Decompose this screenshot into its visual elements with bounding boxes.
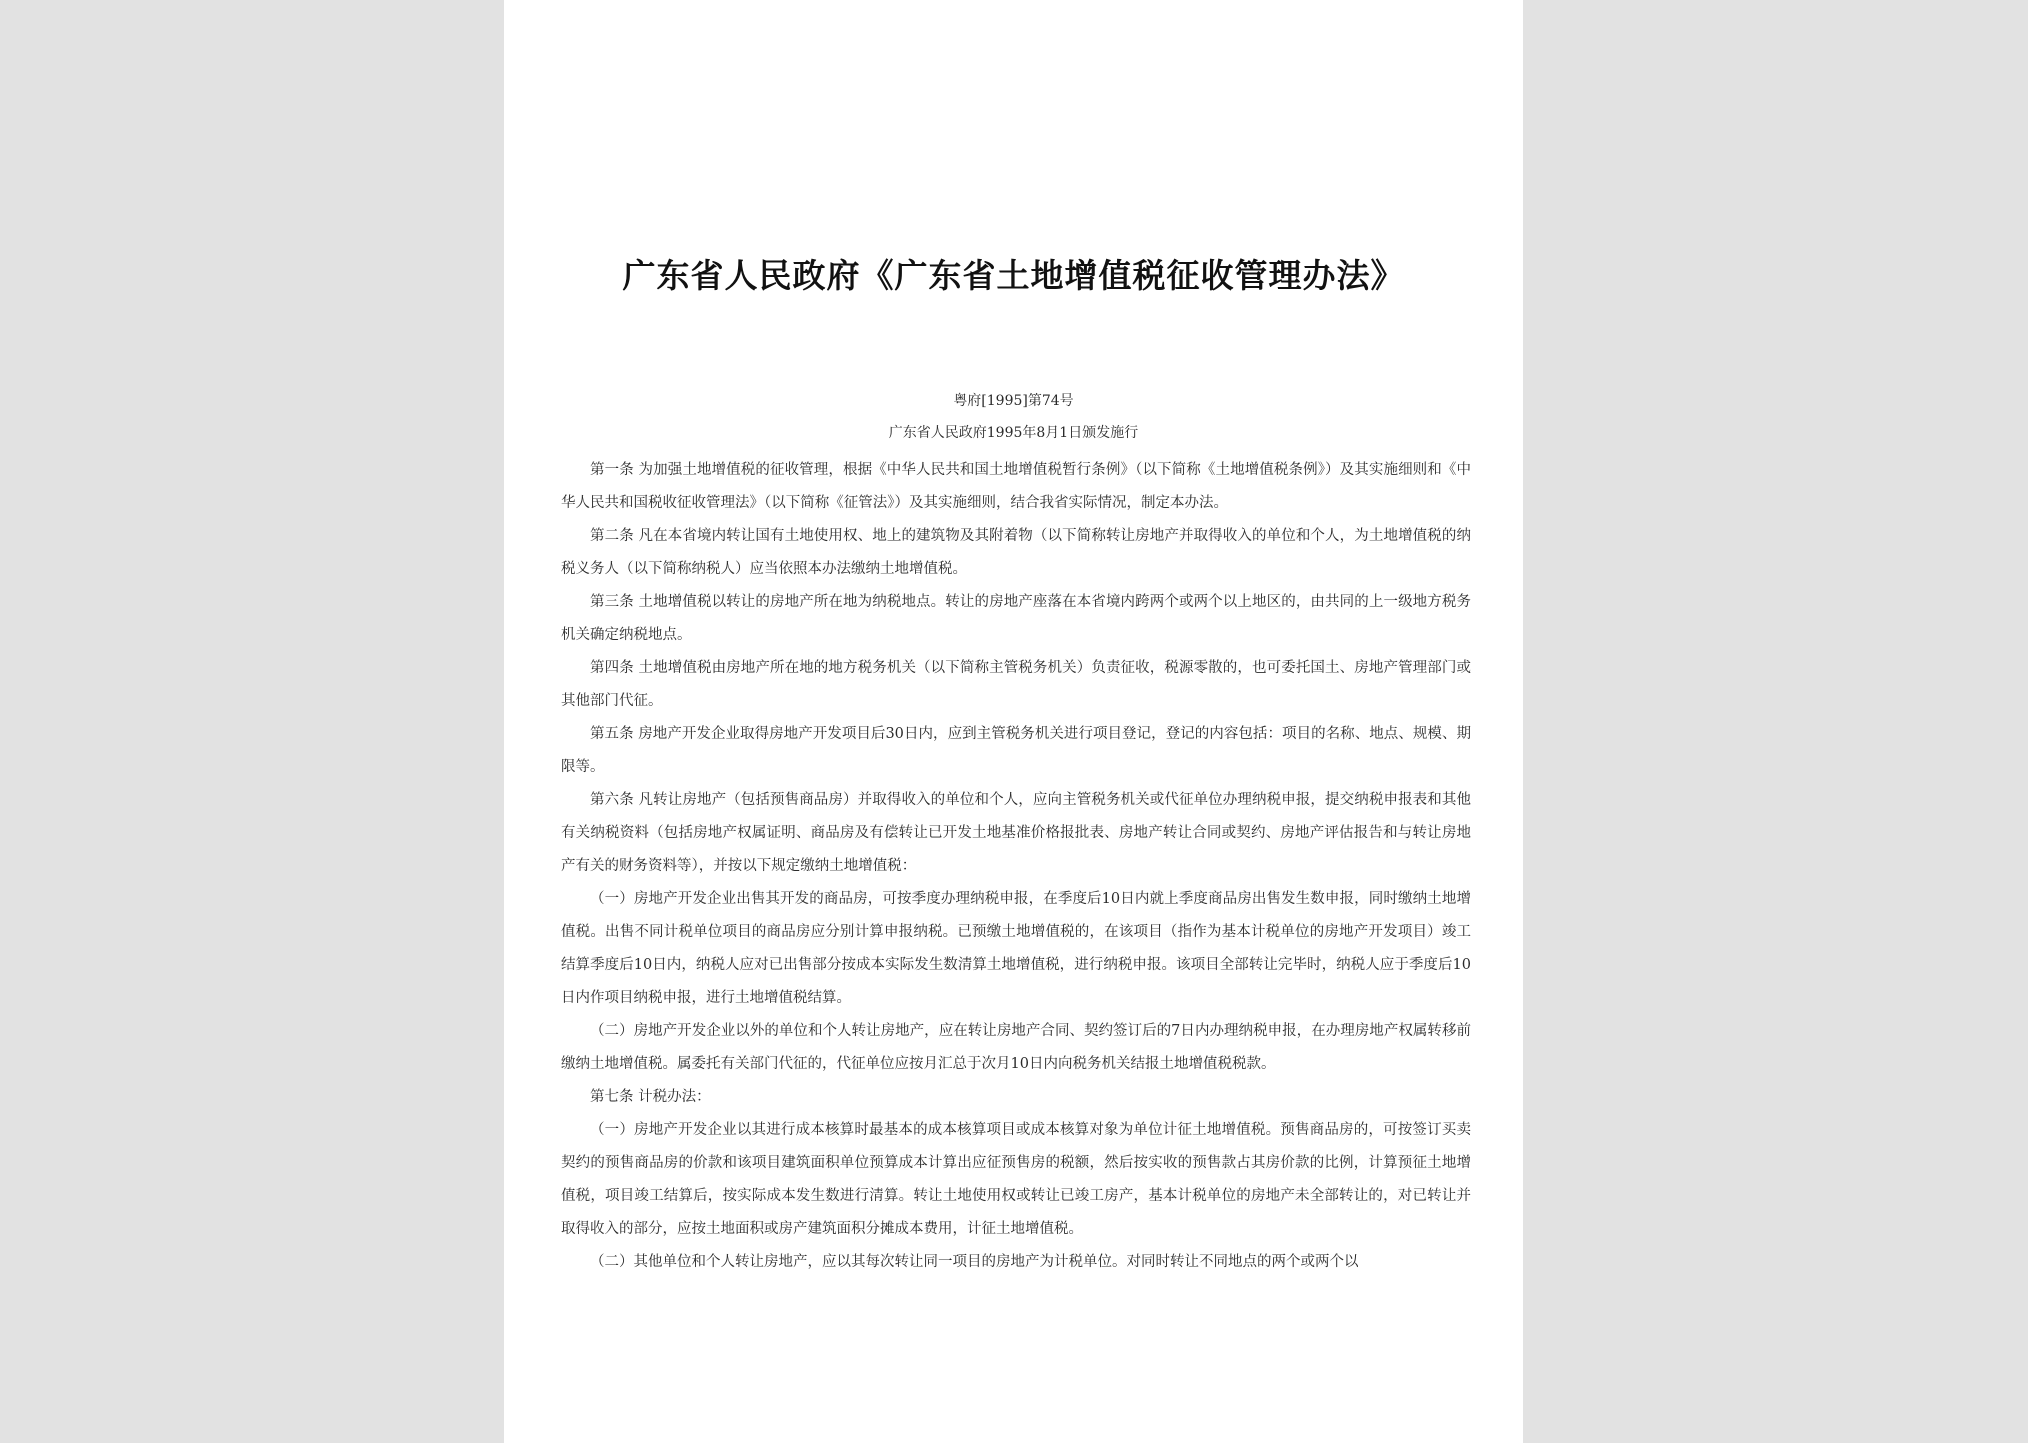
article-7-item-2: （二）其他单位和个人转让房地产，应以其每次转让同一项目的房地产为计税单位。对同时转让不同地点的两个或两个以 (590, 1254, 1359, 1270)
article-7: 第七条 计税办法： (590, 1089, 711, 1105)
article-3: 第三条 土地增值税以转让的房地产所在地为纳税地点。转让的房地产座落在本省境内跨两个或两个以上地区的，由共同的上一级地方税务机关确定纳税地点。 (561, 594, 1471, 643)
document-body (561, 454, 1471, 1279)
article-2: 第二条 凡在本省境内转让国有土地使用权、地上的建筑物及其附着物（以下简称转让房地产并取得收入的单位和个人，为土地增值税的纳税义务人（以下简称纳税人）应当依照本办法缴纳土地增值税。 (561, 528, 1471, 577)
article-6-item-2: （二）房地产开发企业以外的单位和个人转让房地产，应在转让房地产合同、契约签订后的7日内办理纳税申报，在办理房地产权属转移前缴纳土地增值税。属委托有关部门代征的，代征单位应按月汇总于次月10日内向税务机关结报土地增值税税款。 (561, 1023, 1471, 1072)
article-6: 第六条 凡转让房地产（包括预售商品房）并取得收入的单位和个人，应向主管税务机关或代征单位办理纳税申报，提交纳税申报表和其他有关纳税资料（包括房地产权属证明、商品房及有偿转让已开发土地基准价格报批表、房地产转让合同或契约、房地产评估报告和与转让房地产有关的财务资料等），并按以下规定缴纳土地增值税： (561, 792, 1471, 874)
article-1: 第一条 为加强土地增值税的征收管理，根据《中华人民共和国土地增值税暂行条例》（以下简称《土地增值税条例》）及其实施细则和《中华人民共和国税收征收管理法》（以下简称《征管法》）及其实施细则，结合我省实际情况，制定本办法。 (561, 462, 1471, 511)
document-title: 广东省人民政府《广东省土地增值税征收管理办法》 (622, 256, 1405, 295)
document-page (504, 0, 1523, 1443)
document-number: 粤府[1995]第74号 (953, 393, 1074, 409)
issue-statement: 广东省人民政府1995年8月1日颁发施行 (888, 425, 1139, 441)
article-6-item-1: （一）房地产开发企业出售其开发的商品房，可按季度办理纳税申报，在季度后10日内就上季度商品房出售发生数申报，同时缴纳土地增值税。出售不同计税单位项目的商品房应分别计算申报纳税。已预缴土地增值税的，在该项目（指作为基本计税单位的房地产开发项目）竣工结算季度后10日内，纳税人应对已出售部分按成本实际发生数清算土地增值税，进行纳税申报。该项目全部转让完毕时，纳税人应于季度后10日内作项目纳税申报，进行土地增值税结算。 (561, 891, 1471, 1006)
article-4: 第四条 土地增值税由房地产所在地的地方税务机关（以下简称主管税务机关）负责征收，税源零散的，也可委托国土、房地产管理部门或其他部门代征。 (561, 660, 1471, 709)
article-7-item-1: （一）房地产开发企业以其进行成本核算时最基本的成本核算项目或成本核算对象为单位计征土地增值税。预售商品房的，可按签订买卖契约的预售商品房的价款和该项目建筑面积单位预算成本计算出应征预售房的税额，然后按实收的预售款占其房价款的比例，计算预征土地增值税，项目竣工结算后，按实际成本发生数进行清算。转让土地使用权或转让已竣工房产，基本计税单位的房地产未全部转让的，对已转让并取得收入的部分，应按土地面积或房产建筑面积分摊成本费用，计征土地增值税。 (561, 1122, 1471, 1237)
article-5: 第五条 房地产开发企业取得房地产开发项目后30日内，应到主管税务机关进行项目登记，登记的内容包括：项目的名称、地点、规模、期限等。 (561, 726, 1471, 775)
